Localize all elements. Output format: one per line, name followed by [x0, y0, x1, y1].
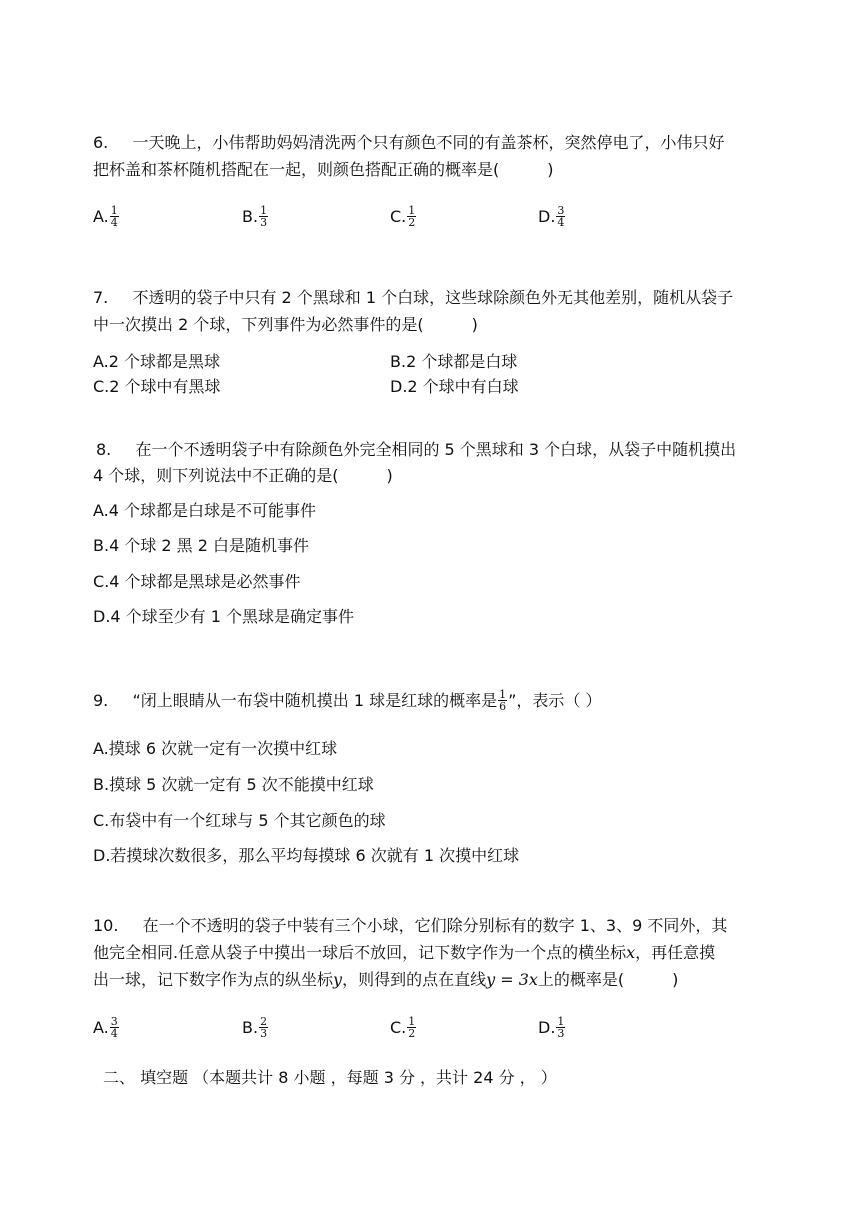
- question-text-line2: 他完全相同.任意从袋子中摸出一球后不放回，记下数字作为一个点的横坐标: [93, 943, 627, 962]
- question-text-line1: 不透明的袋子中只有 2 个黑球和 1 个白球，这些球除颜色外无其他差别，随机从袋子: [132, 288, 734, 307]
- option-c: C. $\frac{1}{2}$: [390, 1015, 416, 1040]
- option-b: B.摸球 5 次就一定有 5 次不能摸中红球: [93, 775, 374, 794]
- option-d: D.4 个球至少有 1 个黑球是确定事件: [93, 607, 355, 626]
- option-b: B. $\frac{2}{3}$: [242, 1015, 268, 1040]
- question-text-line2: 把杯盖和茶杯随机搭配在一起，则颜色搭配正确的概率是( ): [93, 160, 554, 179]
- question-text-after: ”，表示（ ）: [508, 691, 602, 710]
- question-text-before: “闭上眼睛从一布袋中随机摸出 1 球是红球的概率是: [132, 691, 498, 710]
- option-b: B.2 个球都是白球: [390, 352, 518, 371]
- option-a: A. $\frac{1}{4}$: [93, 204, 118, 229]
- question-text-line3: 出一球，记下数字作为点的纵坐标: [93, 970, 334, 989]
- option-c: C.2 个球中有黑球: [93, 377, 221, 396]
- option-a: A.摸球 6 次就一定有一次摸中红球: [93, 739, 338, 758]
- option-a: A. $\frac{3}{4}$: [93, 1015, 118, 1040]
- question-number: 6.: [93, 133, 109, 152]
- question-number: 8.: [96, 440, 112, 459]
- option-d: D.若摸球次数很多，那么平均每摸球 6 次就有 1 次摸中红球: [93, 846, 520, 865]
- option-d: D. $\frac{1}{3}$: [538, 1015, 565, 1040]
- question-number: 9.: [93, 691, 109, 710]
- option-c: C.布袋中有一个红球与 5 个其它颜色的球: [93, 811, 386, 830]
- option-d: D. $\frac{3}{4}$: [538, 204, 565, 229]
- question-text-line2: 中一次摸出 2 个球，下列事件为必然事件的是( ): [93, 315, 478, 334]
- question-text-line1: 在一个不透明的袋子中装有三个小球，它们除分别标有的数字 1、3、9 不同外，其: [142, 916, 728, 935]
- option-b: B. $\frac{1}{3}$: [242, 204, 268, 229]
- option-c: C. $\frac{1}{2}$: [390, 204, 416, 229]
- option-b: B.4 个球 2 黑 2 白是随机事件: [93, 536, 310, 555]
- variable-x: x: [626, 943, 636, 962]
- option-a: A.2 个球都是黑球: [93, 352, 221, 371]
- option-c: C.4 个球都是黑球是必然事件: [93, 572, 301, 591]
- question-text-line1: 在一个不透明袋子中有除颜色外完全相同的 5 个黑球和 3 个白球，从袋子中随机摸出: [135, 440, 737, 459]
- option-a: A.4 个球都是白球是不可能事件: [93, 501, 317, 520]
- fraction: $\frac{1}{6}$: [499, 688, 507, 713]
- section-heading: 二、 填空题 （本题共计 8 小题 ，每题 3 分 ，共计 24 分 ， ）: [103, 1068, 557, 1087]
- question-number: 7.: [93, 288, 109, 307]
- question-text-line2: 4 个球，则下列说法中不正确的是( ): [93, 466, 393, 485]
- variable-y: y: [333, 970, 343, 989]
- option-d: D.2 个球中有白球: [390, 377, 519, 396]
- equation: y = 3x: [486, 970, 538, 989]
- question-text-line1: 一天晚上，小伟帮助妈妈清洗两个只有颜色不同的有盖茶杯，突然停电了，小伟只好: [132, 133, 725, 152]
- question-number: 10.: [93, 916, 119, 935]
